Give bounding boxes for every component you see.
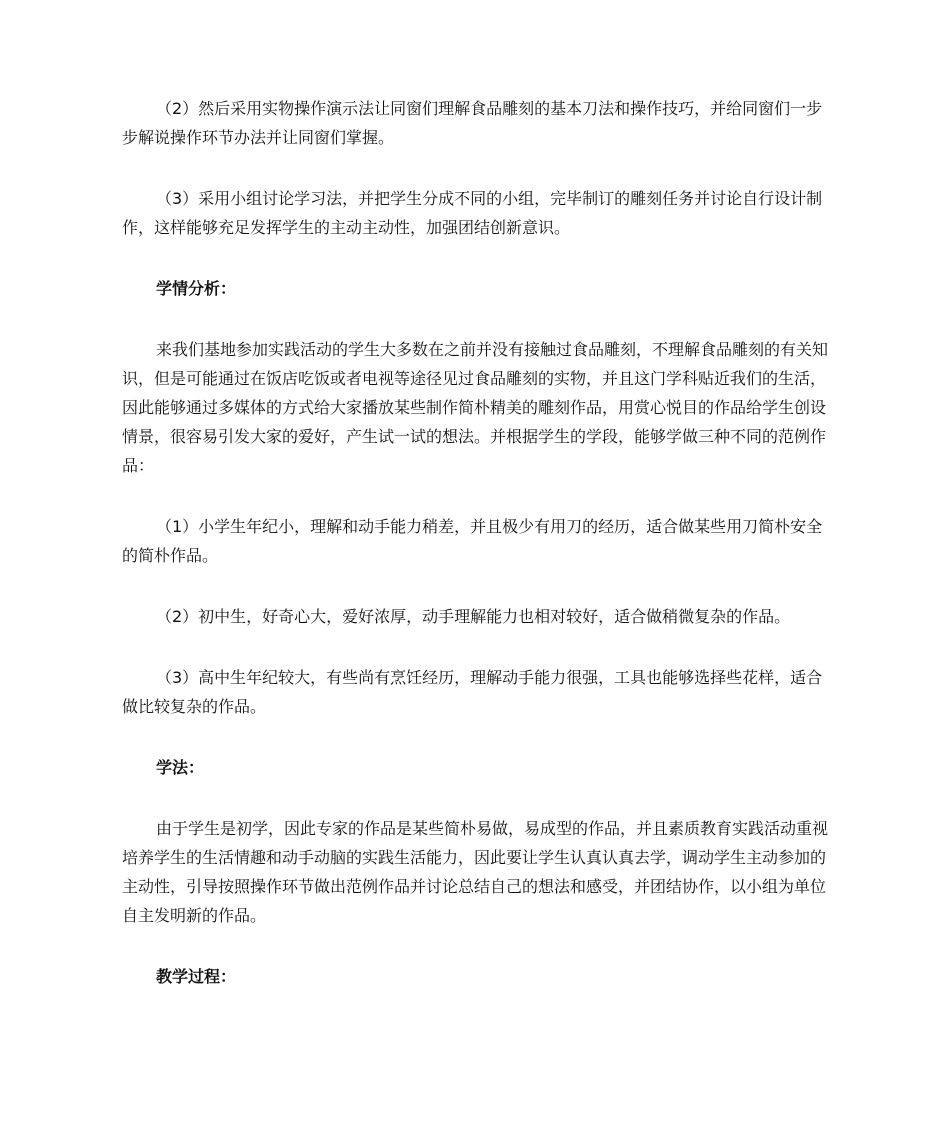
heading-teaching-process: 教学过程： xyxy=(156,967,237,986)
document-body xyxy=(122,94,834,991)
paragraph-group-discussion: （3）采用小组讨论学习法，并把学生分成不同的小组，完毕制订的雕刻任务并讨论自行设计制作，这样能够充足发挥学生的主动主动性，加强团结创新意识。 xyxy=(122,189,823,237)
heading-learner-analysis: 学情分析： xyxy=(156,279,237,298)
paragraph-learning-method: 由于学生是初学，因此专家的作品是某些简朴易做，易成型的作品，并且素质教育实践活动重视培养学生的生活情趣和动手动脑的实践生活能力，因此要让学生认真认真去学，调动学生主动参加的主动性，引导按照操作环节做出范例作品并讨论总结自己的想法和感受，并团结协作，以小组为单位自主发明新的作品。 xyxy=(122,819,829,925)
paragraph-demonstration-method: （2）然后采用实物操作演示法让同窗们理解食品雕刻的基本刀法和操作技巧，并给同窗们一步步解说操作环节办法并让同窗们掌握。 xyxy=(122,99,823,147)
paragraph-learner-analysis: 来我们基地参加实践活动的学生大多数在之前并没有接触过食品雕刻，不理解食品雕刻的有关知识，但是可能通过在饭店吃饭或者电视等途径见过食品雕刻的实物，并且这门学科贴近我们的生活，因此能够通过多媒体的方式给大家播放某些制作简朴精美的雕刻作品，用赏心悦目的作品给学生创设情景，很容易引发大家的爱好，产生试一试的想法。并根据学生的学段，能够学做三种不同的范例作品： xyxy=(122,340,829,475)
paragraph-middle-students: （2）初中生，好奇心大，爱好浓厚，动手理解能力也相对较好，适合做稍微复杂的作品。 xyxy=(156,607,791,626)
heading-learning-method: 学法： xyxy=(156,758,205,777)
paragraph-primary-students: （1）小学生年纪小，理解和动手能力稍差，并且极少有用刀的经历，适合做某些用刀简朴安全的简朴作品。 xyxy=(122,517,823,565)
paragraph-high-students: （3）高中生年纪较大，有些尚有烹饪经历，理解动手能力很强，工具也能够选择些花样，适合做比较复杂的作品。 xyxy=(122,668,823,716)
